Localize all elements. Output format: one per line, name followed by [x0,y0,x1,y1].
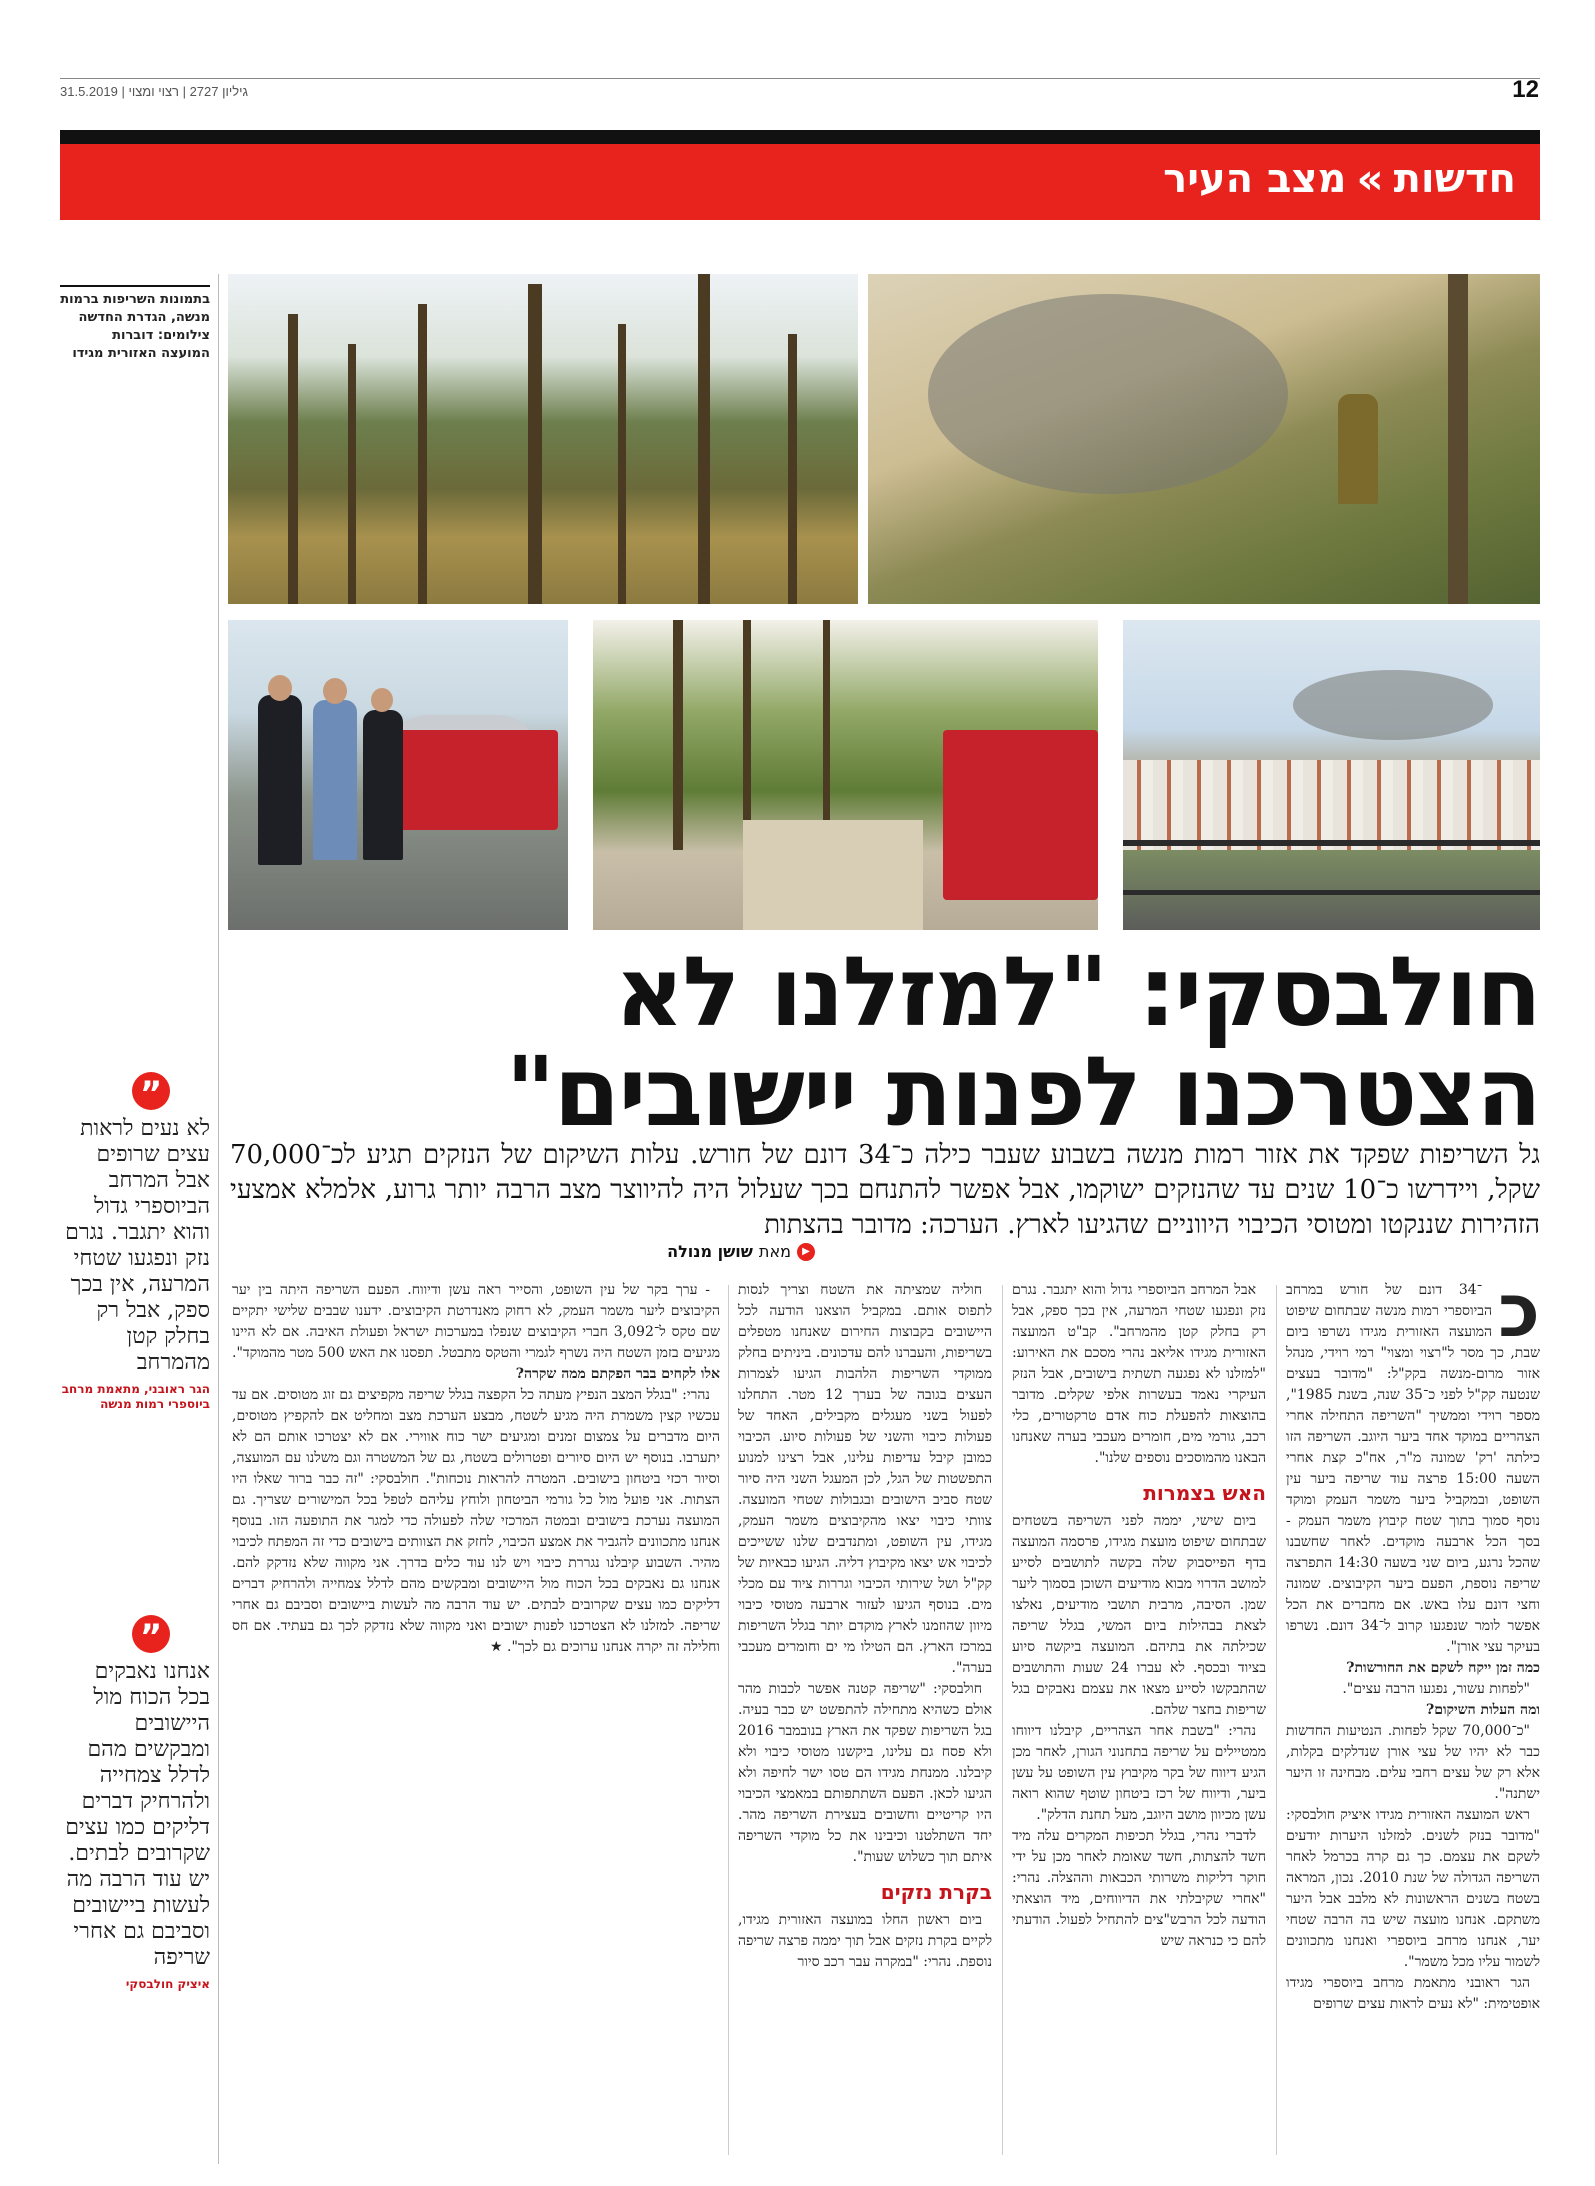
section-label: חדשות [1393,155,1516,202]
interview-question: כמה זמן ייקח לשקם את החורשות? [1346,1660,1540,1676]
pullquote-text: אנחנו נאבקים בכל הכוח מול היישובים ומבקשים מהם לדלל צמחייה ולהרחיק דברים דליקים כמו עצים שקרובים לבתים. יש עוד הרבה מה לעשות ביישובים וסביבם גם אחרי שריפה [65,1659,210,1970]
page-number: 12 [1512,76,1539,103]
photo-burnt-forest [228,274,858,604]
article-column-3 [738,1280,992,2160]
byline-prefix: מאת [758,1242,791,1261]
quote-icon: ” [132,1072,170,1110]
article-column-2 [1012,1280,1266,2160]
chevron-double-icon: » [1356,154,1384,203]
section-heading: בקרת נזקים [880,1880,992,1904]
paragraph: נהרי: "בגלל המצב הנפיץ מעתה כל הקפצה בגלל שריפה מקפיצים גם זוג מטוסים. אם עד עכשיו קצין משמרת היה מגיע לשטח, מבצע הערכת מצב ומחליט אם להקפיץ מטוסים, היום מדברים על צמצום זמנים ומגיעים ישר כוח אווירי. אם לא יצטרכו אותם הם לא יתערבו. בנוסף יש היום סיורים ופטרולים בשטח, גם של המשטרה וגם משלנו עם המועצה, וסיור רכזי ביטחון בישובים. המטרה להראות נוכחות". חולבסקי: "זה כבר ברור שאלו היו הצתות. אני פועל מול כל גורמי הביטחון ולוחץ עליהם לטפל בכל המישורים שצריך. גם המועצה נערכת בישובים ובמטה המרכזי שלה לפעולה כדי למגר את התופעה הזו. בנוסף אנחנו מתכוונים להגביר את אמצע הכיבוי, לחזק את הצוותים בישובים כדי זה המפתח לכיבוי מהיר. השבוע קיבלנו נגררת כיבוי ויש לנו עוד כלים בדרך. אני מקווה שלא נזדקק להם. אנחנו גם נאבקים בכל הכוח מול היישובים ומבקשים מהם לדלל צמחייה ולהרחיק דברים דליקים כמו עצים שקרובים לבתים. יש עוד הרבה מה לעשות ביישובים וסביבם גם אחרי שריפה. למזלנו לא הצטרכנו לפנות ישובים ואני מקווה שלא נזדקק לכך גם בעתיד. אם חס וחלילה זה יקרה אנחנו ערוכים גם לכך". ★ [232,1387,720,1655]
play-icon: ▶ [797,1243,815,1261]
paragraph: הגר ראובני מתאמת מרחב ביוספרי מגידו אופטימית: "לא נעים לראות עצים שרופים [1286,1975,1540,2012]
article-column-4 [232,1280,720,2160]
section-name: מצב העיר [1163,155,1347,202]
folio: 31.5.2019 | גיליון 2727 | רצוי ומצוי [60,84,249,99]
headline: חולבסקי: "למזלנו לא הצטרכנו לפנות יישובים" [505,936,1540,1148]
paragraph: ראש המועצה האזורית מגידו איציק חולבסקי: "מדובר בנזק לשנים. למזלנו היערות יודעים לשקם את עצמם. כך גם קרה בכרמל לאחר השריפה הגדולה של שנת 2010. נכון, המראה בשטח בשנים הראשונות לא מלבב אבל היער משתקם. אנחנו מועצה שיש בה הרבה שטחי יער, אנחנו מרחב ביוספרי ואנחנו מתכוונים לשמור עליו מכל משמר". [1286,1807,1540,1970]
byline-author: שושן מנולה [667,1242,753,1261]
header-rule [60,78,1540,79]
section-topbar [60,130,1540,144]
paragraph: חולבסקי: "שריפה קטנה אפשר לכבות מהר אולם כשהיא מתחילה להתפשט יש כבר בעיה. בגל השריפות שפקד את הארץ בנובמבר 2016 ולא פסח גם עלינו, ביקשנו מטוסי כיבוי ולא קיבלנו. ממנחת מגידו הם טסו ישר לחיפה ולא הגיעו לכאן. הפעם השתתפותם במאמצי הכיבוי היו קריטיים וחשובים בעצירת השריפה מהר. יחד השתלטנו וכיבינו את כל מוקדי השריפה איתם תוך כשלוש שעות". [738,1681,992,1865]
sidebar-divider [218,274,219,2164]
subhead: גל השריפות שפקד את אזור רמות מנשה בשבוע שעבר כילה כ־34 דונם של חורש. עלות השיקום של הנזקים תגיע לכ־70,000 שקל, ויידרשו כ־10 שנים עד שהנזקים ישוקמו, אבל אפשר להתנחם בכך שעלול היה להיווצר מצב הרבה יותר גרוע, אלמלא אמצעי הזהירות שננקטו ומטוסי הכיבוי היווניים שהגיעו לארץ. הערכה: מדובר בהצתות [230,1140,1540,1240]
paragraph: לדברי נהרי, בגלל תכיפות המקרים עלה מיד חשד להצתות, חשד שאומת לאחר מכן על ידי חוקר דליקות משרותי הכבאות וההצלה. נהרי: "אחרי שקיבלתי את הדיווחים, מיד הוצאתי הודעה לכל הרבש"צים להתחיל לפעול. הודעתי להם כי כנראה שיש [1012,1828,1266,1949]
pullquote-2 [60,1615,210,1992]
photo-smoke-firefighter [868,274,1540,604]
photo-fire-trailer-group [228,620,568,930]
dropcap: כ [1498,1280,1540,1354]
paragraph: - ערך בקר של עין השופט, והסייר ראה עשן ודיווח. הפעם השריפה היתה בין יער הקיבוצים ליער משמר העמק, לא רחוק מאנדרטת הקיבוצים. ידענו שבבים שלישי יתקיים שם טקס ל־3,092 חברי הקיבוצים שנפלו במערכות ישראל ופעולת האיבה. אם לא היינו מגיעים בזמן השטח היה נשרף לגמרי והטקס מתבטל. תפסנו את האש 500 מטר מהמוקד". [232,1282,720,1361]
section-banner [60,144,1540,220]
paragraph: חוליה שמציתה את השטח וצריך לנסות לתפוס אותם. במקביל הוצאנו הודעה לכל היישובים בקבוצות החירום שאנחנו מטפלים בשריפות, והעברנו להם עדכונים. ביניתים בחלק ממוקדי השריפות הלהבות הגיעו לצמרות העצים בגובה של בערך 12 מטר. התחלנו לפעול בשני מעגלים מקבילים, האחד של פעולות כיבוי והשני של פעולות סיוע. הכיבוי כמובן קיבל עדיפות עלינו, אבל רצינו למנוע התפשטות של הגל, לכן המעגל השני היה סיור שטח סביב הישובים ובגבולות שטחי המועצה. צוותי כיבוי יצאו מהקיבוצים משמר העמק, מגידו, עין השופט, ומתנדבים שלנו ששייכים לכיבוי אש יצאו מקיבוץ דליה. הגיעו כבאיות של קק"ל ושל שירותי הכיבוי וגררות ציוד עם מכלי מים. בנוסף הגיעו לעזור ארבעה מטוסי כיבוי מיוון שהוזמנו לארץ מוקדם יותר בגלל השריפות במרכז הארץ. הם הטילו מי ים וחומרים מעכבי בערה". [738,1282,992,1676]
paragraph: נהרי: "בשבת אחר הצהריים, קיבלנו דיווחו ממטיילים על שריפה בתחנוני הגורן, לאחר מכן הגיע דיווח של בקר מקיבוץ עין השופט על עשן ביער, ודיווח של רכז ביטחון שוטף שהוא רואה עשן מכיוון מושב היוגב, מעל תחנת הדלק". [1012,1723,1266,1823]
pullquote-credit: איציק חולבסקי [125,1977,210,1991]
paragraph: ביום ראשון החלו במועצה האזורית מגידו, לקיים בקרת נזקים אבל תוך יממה פרצה שריפה נוספת. נהרי: "במקרה עבר רכב סיור [738,1912,992,1970]
column-rule [728,1285,729,2155]
pullquote-1 [60,1072,210,1412]
photo-caption: בתמונות השריפות ברמות מנשה, הגדרת החדשה צילומים: דוברות המועצה האזורית מגידו [60,285,210,363]
column-rule [1276,1285,1277,2155]
paragraph: אבל המרחב הביוספרי גדול והוא יתגבר. נגרם נזק ונפגעו שטחי המרעה, אין בכך ספק, אבל רק בחלק קטן מהמרחב". קב"ט המועצה האזורית מגידו אליאב נהרי מסכם את האירוע: "למזלנו לא נפגעה תשתית בישובים, אבל הנזק העיקרי נאמד בעשרות אלפי שקלים. מדובר בהוצאות להפעלת כוח אדם טרקטורים, כלי רכב, גורמי מים, חומרים מעכבי בערה שאנחנו הבאנו מהמוסכים נוספים שלנו". [1012,1282,1266,1466]
byline [667,1242,815,1261]
paragraph: "לפחות עשור, נפגעו הרבה עצים". [1342,1681,1530,1697]
paragraph: ־34 דונם של חורש במרחב הביוספרי רמות מנשה שבתחום שיפוט המועצה האזורית מגידו נשרפו ביום שבת, כך מסר ל"רצוי ומצוי" רמי רוידי, מנהל אזור מרום-מנשה בקק"ל: "מדובר בעצים שנטעה קק"ל לפני כ־35 שנה, בשנת 1985", מספר רוידי וממשיך "השריפה התחילה אחרי הצהריים במוקד אחד ביער היוגב. השריפה הזו כילתה 'רק' שמונה מ"ר, אח"כ קצת אחרי השעה 15:00 פרצה עוד שריפה ביער עין השופט, ובמקביל ביער משמר העמק ומוקד נוסף סמוך בתוך שטח קיבוץ משמר העמק - בסך הכל ארבעה מוקדים. לאחר שחשבנו שהכל נרגע, ביום שני בשעה 14:30 התפרצה שריפה נוספת, הפעם ביער הקיבוצים. שמונה וחצי דונם עלו באש. אם מחברים את הכל אפשר לומר שנפגעו קרוב ל־34 דונם. נשרפו בעיקר עצי אורן". [1286,1282,1540,1655]
paragraph: "כ־70,000 שקל לפחות. הנטיעות החדשות כבר לא יהיו של עצי אורן שנדלקים בקלות, אלא רק של עצים רחבי עלים. מבחינה זו היער ישתנה". [1286,1723,1540,1802]
interview-question: אלו לקחים בבר הפקתם ממה שקרה? [515,1366,720,1382]
paragraph: ביום שישי, יממה לפני השריפה בשטחים שבתחום שיפוט מועצת מגידו, פרסמה המועצה בדף הפייסבוק שלה בקשה לתושבים לסייע למושב הדרוי מבוא מודיעים השוכן בסמוך ליער שמן. הסיבה, מרבית תושבי מודיעים, נאלצו לצאת בבהילות ביום המשי, בגלל שריפה שכילתה את בתיהם. המועצה ביקשה סיוע בציוד ובכסף. לא עברו 24 שעות והתושבים שהתבקשו לסייע מצאו את עצמם נאבקים בגל שריפות בחצר שלהם. [1012,1513,1266,1718]
quote-icon: ” [132,1615,170,1653]
pullquote-credit: הגר ראובני, מתאמת מרחב ביוספרי רמות מנשה [61,1382,210,1411]
article-column-1 [1286,1280,1540,2160]
interview-question: ומה העלות השיקום? [1426,1702,1540,1718]
photo-forest-road-truck [593,620,1098,930]
section-heading: האש בצמרות [1143,1481,1266,1505]
pullquote-text: לא נעים לראות עצים שרופים אבל המרחב הביוספרי גדול והוא יתגבר. נגרם נזק ונפגעו שטחי המרעה, אין בכך ספק, אבל רק בחלק קטן מהמרחב [65,1116,210,1375]
photo-town-smoke [1123,620,1540,930]
column-rule [1002,1285,1003,2155]
